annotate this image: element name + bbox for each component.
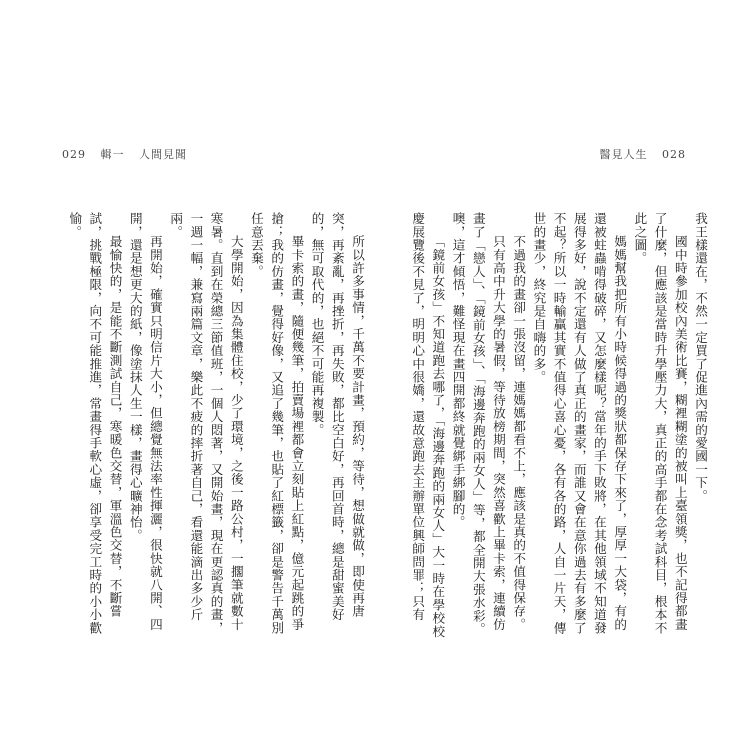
chapter-title: 人間見聞 [139, 148, 187, 161]
paragraph: 最愉快的，是能不斷測試自己，寒暖色交替，軍溫色交替，不斷嘗試，挑戰極限，向不可能推進，常畫得手軟心虛，卻享受完工時的小小歡愉。 [67, 212, 123, 635]
right-page-body [410, 212, 710, 642]
paragraph: 所以許多事情，千萬不要計畫，預約，等待，想做就做，即使再唐突，再紊亂，再挫折，再失敗，都比空白好，再回首時，總是甜蜜美好的，無可取代的，也絕不可能再複製。 [309, 212, 365, 622]
paragraph: 大學開始，因為集體住校，少了環境，之後一路公村，一擱筆就數十寒暑。直到在榮總三節值班，一個人悶著，又開始畫，現在更認真的畫，一週一幅，兼寫兩篇文章，樂此不疲的摔折著自己，看還能滴出多少斤兩。 [168, 212, 244, 635]
right-page-header [590, 146, 687, 162]
left-page-number: 029 [62, 148, 86, 161]
paragraph: 不過我的畫卻一張沒留，連媽媽都看不上，應該是真的不值得保存。 [511, 234, 527, 631]
paragraph: 我王樣還在，不然一定買了促進內需的愛國一下。 [693, 212, 708, 503]
section-label: 輯一 [100, 148, 125, 161]
right-page-number: 028 [662, 148, 686, 161]
paragraph: 媽媽幫我把所有小時候得過的獎狀都保存下來了，厚厚一大袋，有的還被蛀蟲啃得破碎，又怎麼樣呢？當年的手下敗將，在其他領域不知道發展得多好，說不定還有人做了真正的畫家，而誰又會在意你過去有多麼了不起？所以一時輸贏其實不值得心喜心憂，各有各的路，人自一片天，傳世的畫少，終究是自嗨的多。 [531, 212, 628, 635]
paragraph: 再開始，確實只明信片大小，但總覺無法率性揮灑，很快就八開、四開，還是想更大的紙，像塗抹人生一樣，畫得心曠神怡。 [127, 212, 163, 631]
paragraph: 只有高中升大學的暑假，等待放榜期間，突然喜歡上畢卡索，連續仿畫了「戀人」、「鏡前女孩」、「海邊奔跑的兩女人」等，都全開大張水彩。噢，這才傾悟，難怪現在畫四開都終就覺綁手綁腳的。 [450, 212, 506, 636]
paragraph: 畢卡索的畫，隨便幾筆，拍賣場裡都會立刻貼上紅點，億元起跳的爭搶；我的仿畫，覺得好像，又追了幾筆，也貼了紅標籤，卻是警告千萬別任意丟棄。 [248, 212, 305, 635]
paragraph: 「鏡前女孩」不知道跑去哪了，「海邊奔跑的兩女人」大一時在學校校慶展覽後不見了，明明心中很嬌，還故意跑去主辦單位興師問罪；只有 [410, 212, 446, 638]
book-title: 醫見人生 [599, 148, 648, 161]
left-page-body [52, 212, 367, 642]
left-page-header [62, 146, 197, 162]
paragraph: 國中時參加校內美術比賽，糊裡糊塗的被叫上臺領獎，也不記得都畫了什麼，但應該是當時升學壓力大，真正的高手都在念考試科目，根本不此之圖。 [632, 212, 688, 635]
